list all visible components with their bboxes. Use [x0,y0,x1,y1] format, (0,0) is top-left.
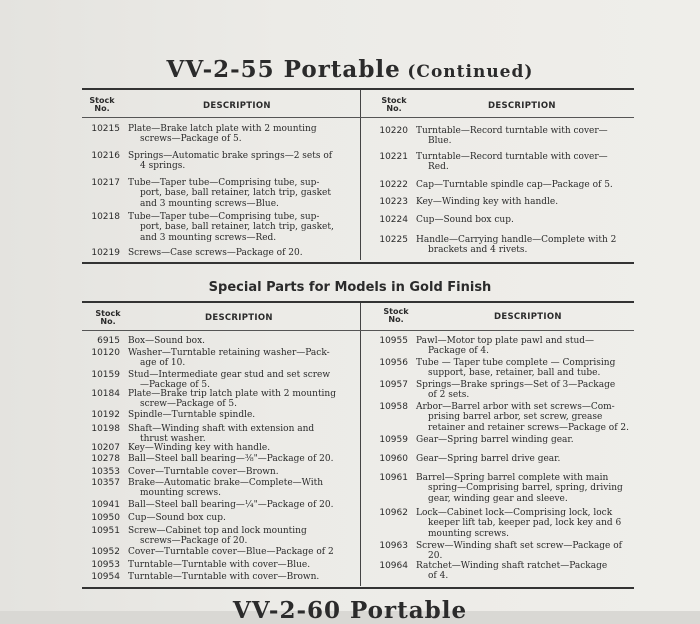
table1-top-rule [82,88,634,90]
stock-header-line2: No. [386,104,402,113]
table1-left-stock-header [84,97,120,113]
stock-number: 10964 [379,561,408,571]
description-line: mounting screws. [428,528,509,539]
description-line: Tube — Taper tube complete — Comprising [416,358,616,368]
description-line: brackets and 4 rivets. [428,245,528,256]
part-description [128,124,317,145]
description-line: Cup—Sound box cup. [128,513,226,523]
description-line: Pawl—Motor top plate pawl and stud— [416,336,595,346]
stock-number: 10952 [91,547,120,557]
description-line: Turntable—Turntable with cover—Brown. [128,572,320,582]
description-line: Plate—Brake trip latch plate with 2 mounting [128,389,336,399]
description-line: port, base, ball retainer, latch trip, gasket, [140,222,334,233]
description-line: Turntable—Record turntable with cover— [416,126,608,136]
part-description [128,178,331,209]
stock-number: 6915 [97,336,120,346]
description-line: Screw—Cabinet top and lock mounting [128,526,307,536]
part-description [128,513,226,523]
stock-number: 10953 [91,560,120,570]
stock-number: 10957 [379,380,408,390]
stock-number: 10120 [91,348,120,358]
description-line: support, base, retainer, ball and tube. [428,368,601,379]
part-description [128,478,323,499]
description-line: gear, winding gear and sleeve. [428,493,568,504]
table2-left-stock-header [90,310,126,326]
next-section-title: VV-2-60 Portable [232,597,468,624]
part-description [416,336,594,357]
stock-number: 10963 [379,541,408,551]
stock-number: 10960 [379,454,408,464]
part-description [128,370,330,391]
description-line: Gear—Spring barrel winding gear. [416,435,574,445]
stock-number: 10353 [91,467,120,477]
description-line: Plate—Brake latch plate with 2 mounting [128,124,317,134]
stock-header-line1: Stock [381,96,407,105]
part-description [416,473,623,504]
part-description [128,443,270,453]
description-line: —Package of 5. [140,380,211,391]
description-line: Tube—Taper tube—Comprising tube, sup- [128,178,320,188]
part-description [416,380,615,401]
description-line: Blue. [428,136,452,147]
part-description [128,526,307,547]
part-description [416,235,616,256]
description-line: prising barrel arbor, set screw, grease [428,412,603,423]
section2-title: Special Parts for Models in Gold Finish [208,280,492,295]
stock-number: 10962 [379,508,408,518]
stock-number: 10961 [379,473,408,483]
stock-number: 10956 [379,358,408,368]
description-line: port, base, ball retainer, latch trip, gasket [140,188,331,199]
table1-right-stock-header [376,97,412,113]
description-line: and 3 mounting screws—Red. [140,232,277,243]
stock-number: 10219 [91,248,120,258]
stock-number: 10222 [379,180,408,190]
description-line: age of 10. [140,358,186,369]
description-line: Screws—Case screws—Package of 20. [128,248,303,258]
stock-number: 10955 [379,336,408,346]
part-description [128,410,255,420]
description-line: and 3 mounting screws—Blue. [140,198,279,209]
description-line: Turntable—Record turntable with cover— [416,152,608,162]
part-description [416,508,621,539]
stock-number: 10218 [91,212,120,222]
part-description [416,402,629,433]
table1-column-divider [360,90,361,260]
page-title-main: VV-2-55 Portable [166,56,401,83]
stock-number: 10224 [379,215,408,225]
stock-number: 10216 [91,151,120,161]
stock-number: 10184 [91,389,120,399]
description-line: Washer—Turntable retaining washer—Pack- [128,348,330,358]
table1-bottom-rule [82,262,634,264]
description-line: Ratchet—Winding shaft ratchet—Package [416,561,608,571]
part-description [416,215,514,225]
part-description [128,348,330,369]
description-line: Arbor—Barrel arbor with set screws—Com- [416,402,615,412]
stock-header-line1: Stock [95,309,121,318]
stock-number: 10951 [91,526,120,536]
stock-number: 10357 [91,478,120,488]
description-line: screws—Package of 5. [140,134,242,145]
part-description [416,126,608,147]
part-description [128,389,336,410]
stock-number: 10215 [91,124,120,134]
description-line: Turntable—Turntable with cover—Blue. [128,560,311,570]
stock-number: 10954 [91,572,120,582]
description-line: Lock—Cabinet lock—Comprising lock, lock [416,508,613,518]
stock-number: 10958 [379,402,408,412]
description-line: of 2 sets. [428,390,470,401]
part-description [128,336,205,346]
stock-number: 10220 [379,126,408,136]
description-line: retainer and retainer screws—Package of 2. [428,422,629,433]
description-line: Springs—Brake springs—Set of 3—Package [416,380,616,390]
description-line: spring—Comprising barrel, spring, driving [428,483,623,494]
description-line: Springs—Automatic brake springs—2 sets of [128,151,333,161]
stock-number: 10950 [91,513,120,523]
description-line: screws—Package of 20. [140,536,248,547]
stock-header-line2: No. [100,317,116,326]
description-line: Stud—Intermediate gear stud and set screw [128,370,331,380]
description-line: Screw—Winding shaft set screw—Package of [416,541,622,551]
part-description [416,435,574,445]
stock-number: 10159 [91,370,120,380]
stock-header-line1: Stock [89,96,115,105]
part-description [416,180,613,190]
description-line: Cover—Turntable cover—Brown. [128,467,279,477]
table2-left-description-header: DESCRIPTION [205,313,273,323]
table2-top-rule [82,301,634,303]
description-line: Tube—Taper tube—Comprising tube, sup- [128,212,320,222]
stock-number: 10192 [91,410,120,420]
description-line: keeper lift tab, keeper pad, lock key and 6 [428,518,622,529]
description-line: Brake—Automatic brake—Complete—With [128,478,324,488]
part-description [128,248,303,258]
table2-column-divider [360,303,361,586]
part-description [416,197,558,207]
description-line: Cover—Turntable cover—Blue—Package of 2 [128,547,334,557]
description-line: Key—Winding key with handle. [128,443,271,453]
part-description [128,572,319,582]
table2-right-stock-header [378,308,414,324]
stock-number: 10941 [91,500,120,510]
table2-right-description-header: DESCRIPTION [494,312,562,322]
description-line: Gear—Spring barrel drive gear. [416,454,561,464]
part-description [128,467,279,477]
description-line: thrust washer. [140,434,206,445]
description-line: Ball—Steel ball bearing—¼"—Package of 20. [128,500,334,510]
description-line: mounting screws. [140,488,221,499]
description-line: Barrel—Spring barrel complete with main [416,473,609,483]
description-line: Handle—Carrying handle—Complete with 2 [416,235,617,245]
description-line: Key—Winding key with handle. [416,197,559,207]
stock-number: 10207 [91,443,120,453]
description-line: Package of 4. [428,346,490,357]
stock-number: 10217 [91,178,120,188]
description-line: Box—Sound box. [128,336,206,346]
stock-header-line2: No. [94,104,110,113]
part-description [416,541,622,562]
page-title-sub: (Continued) [407,62,534,82]
part-description [416,561,607,582]
part-description [128,212,334,243]
description-line: Red. [428,162,449,173]
description-line: Spindle—Turntable spindle. [128,410,256,420]
part-description [128,424,314,445]
description-line: screw—Package of 5. [140,399,238,410]
description-line: of 4. [428,571,449,582]
table1-right-description-header: DESCRIPTION [488,101,556,111]
description-line: Cap—Turntable spindle cap—Package of 5. [416,180,613,190]
part-description [128,454,333,464]
description-line: 4 springs. [140,161,186,172]
table1-left-description-header: DESCRIPTION [203,101,271,111]
description-line: Cup—Sound box cup. [416,215,514,225]
stock-number: 10198 [91,424,120,434]
stock-number: 10223 [379,197,408,207]
part-description [128,560,310,570]
stock-number: 10225 [379,235,408,245]
description-line: Shaft—Winding shaft with extension and [128,424,315,434]
part-description [128,500,333,510]
description-line: 20. [428,551,443,562]
stock-header-line1: Stock [383,307,409,316]
table2-header-rule [82,330,634,331]
part-description [416,152,608,173]
stock-number: 10959 [379,435,408,445]
stock-number: 10221 [379,152,408,162]
stock-header-line2: No. [388,315,404,324]
page-title [0,56,700,83]
part-description [416,454,560,464]
part-description [416,358,615,379]
part-description [128,547,334,557]
stock-number: 10278 [91,454,120,464]
part-description [128,151,332,172]
description-line: Ball—Steel ball bearing—⅜"—Package of 20. [128,454,334,464]
table2-bottom-rule [82,587,634,589]
table1-header-rule [82,117,634,118]
